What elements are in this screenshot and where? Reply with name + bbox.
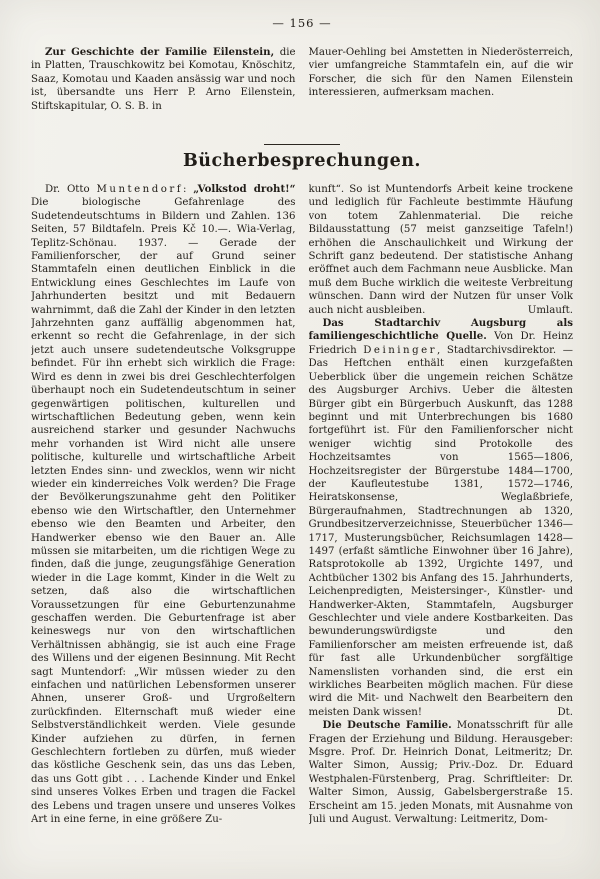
review-stadtarchiv-augsburg xyxy=(309,317,574,719)
intro-column-left xyxy=(31,46,296,132)
text-segment: , Stadtarchivsdirektor. — Das Heftchen enthält einen kurzgefaßten Ueberblick über die ungemein reichen Schätze des Augsburger Archivs. Ueber die ältesten Bürger gibt ein Bürgerbuch Auskunft, das 1288 beginnt und mit Unterbrechungen bis 1680 fortgeführt ist. Für den Familienforscher nicht weniger wichtig sind Protokolle des Hochzeitsamtes von 1565—1806, Hochzeitsregister der Bürgerstube 1484—1700, der Kaufleutestube 1381, 1572—1746, Heiratskonsense, Weglaßbriefe, Bürgeraufnahmen, Stadtrechnungen ab 1320, Grundbesitzerverzeichnisse, Steuerbücher 1346—1717, Musterungsbücher, Reichsumlagen 1428—1497 (erfaßt sämtliche Einwohner über 16 Jahre), Ratsprotokolle ab 1392, Urgichte 1497, und Achtbücher 1302 bis Anfang des 15. Jahrhunderts, Leichenpredigten, Meistersinger-, Künstler- und Handwerker-Akten, Stammtafeln, Augsburger Geschlechter und viele andere Kostbarkeiten. Das bewunderungswürdigste und den Familienforscher am meisten erfreuende ist, daß für fast alle Urkundenbücher sorgfältige Namenslisten vorhanden sind, die erst ein wirkliches Bearbeiten möglich machen. Für diese wird die Mit- und Nachwelt den Bearbeitern den meisten Dank wissen! xyxy=(308,344,573,718)
text-segment: Muntendorf xyxy=(96,184,183,195)
text-segment: Deininger xyxy=(363,344,438,356)
intro-paragraph-left xyxy=(31,46,296,113)
text-segment: Die biologische Gefahrenlage des Sudetendeutschtums in Bildern und Zahlen. 136 Seiten, 57 Bildtafeln. Preis Kč 10.—. Wia-Verlag, Teplitz-Schönau. 1937. — Gerade der Familienforscher, der auf Grund seiner Stammtafeln einen deutlichen Einblick in die Entwicklung eines Geschlechtes im Laufe von Jahrhunderten besitzt und mit Bedauern wahrnimmt, daß die Zahl der Kinder in den letzten Jahrzehnten ganz auffällig abgenommen hat, erkennt so recht die Gefahrenlage, in der sich jetzt auch unsere sudetendeutsche Volksgruppe befindet. Für ihn erhebt sich wirklich die Frage: Wird es denn in zwei bis drei Geschlechterfolgen überhaupt noch ein Sudetendeutschtum in seiner gegenwärtigen politischen, kulturellen und wirtschaftlichen Bedeutung geben, wenn kein ausreichend starker und gesunder Nachwuchs mehr vorhanden ist Wird nicht alle unsere politische, kulturelle und wirtschaftliche Arbeit letzten Endes sinn- und zwecklos, wenn wir nicht wieder ein kinderreiches Volk werden? Die Frage der Bevölkerungszunahme geht den Politiker ebenso wie den Wirtschaftler, den Unternehmer ebenso wie den Beamten und Arbeiter, den Handwerker ebenso wie den Bauer an. Alle müssen sie mitarbeiten, um die richtigen Wege zu finden, daß die junge, zeugungsfähige Generation wieder in die Lage kommt, Kinder in die Welt zu setzen, daß also die wirtschaftlichen Voraussetzungen für eine Geburtenzunahme geschaffen werden. Die Geburtenfrage ist aber keineswegs nur von den wirtschaftlichen Verhältnissen abhängig, sie ist auch eine Frage des Willens und der eigenen Besinnung. Mit Recht sagt Muntendorf: „Wir müssen wieder zu den einfachen und natürlichen Lebensformen unserer Ahnen, unserer Groß- und Urgroßeltern zurückfinden. Elternschaft muß wieder eine Selbstverständlichkeit werden. Viele gesunde Kinder aufziehen zu dürfen, in fernen Geschlechtern fortleben zu dürfen, muß wieder das köstliche Geschenk sein, das uns das Leben, das uns Gott gibt . . . Lachende Kinder und Enkel sind unseres Volkes Erben und tragen die Fackel des Lebens und tragen unsere und unseres Volkes Art in eine ferne, in eine größere Zu- xyxy=(31,197,296,826)
review-muntendorf xyxy=(31,183,296,827)
body-column-left xyxy=(31,183,296,867)
text-segment: Die Deutsche Familie. xyxy=(322,719,452,732)
text-segment: Dr. Otto xyxy=(45,184,97,195)
text-segment: „Volkstod droht!“ xyxy=(193,183,296,195)
intro-section xyxy=(31,46,573,132)
text-segment: Monatsschrift für alle Fragen der Erziehung und Bildung. Herausgeber: Msgre. Prof. Dr. Heinrich Donat, Leitmeritz; Dr. Walter Simon, Aussig; Priv.-Doz. Dr. Eduard Westphalen-Fürstenberg, Prag. Schriftleiter: Dr. Walter Simon, Aussig, Gabelsbergerstraße 15. Erscheint am 15. jeden Monats, mit Ausnahme von Juli und August. Verwaltung: Leitmeritz, Dom- xyxy=(308,720,573,826)
body-section xyxy=(31,183,573,867)
text-segment: Mauer-Oehling bei Amstetten in Niederösterreich, vier umfangreiche Stammtafeln ein, auf die wir Forscher, die sich für den Namen Eilenstein interessieren, aufmerksam machen. xyxy=(308,47,573,99)
text-segment: Das Stadtarchiv Augsburg als familiengeschichtliche Quelle. xyxy=(308,317,573,343)
section-title: Bücherbesprechungen. xyxy=(182,151,422,171)
text-segment: : xyxy=(183,184,194,195)
text-segment: Zur Geschichte der Familie Eilenstein, xyxy=(45,46,275,58)
review-deutsche-familie xyxy=(309,719,574,826)
intro-paragraph-right xyxy=(309,46,574,100)
text-segment: Von Dr. Heinz Friedrich xyxy=(308,331,573,356)
body-column-right xyxy=(309,183,574,867)
review-muntendorf-continuation xyxy=(309,183,574,317)
page-number: — 156 — xyxy=(272,16,332,30)
text-segment: die in Platten, Trauschkowitz bei Komotau, Knöschitz, Saaz, Komotau und Kaaden ansässig war und noch ist, übersandte uns Herr P. Arno Eilenstein, Stiftskapitular, O. S. B. in xyxy=(31,47,296,112)
reviewer-signature: Umlauft. xyxy=(527,304,573,316)
text-segment: kunft“. So ist Muntendorfs Arbeit keine trockene und lediglich für Fachleute bestimmte Häufung von totem Zahlenmaterial. Die reiche Bildausstattung (57 meist ganzseitige Tafeln!) erhöhen die Anschaulichkeit und Wirkung der Schrift ganz bedeutend. Der statistische Anhang eröffnet auch dem Fachmann neue Ausblicke. Man muß dem Buche wirklich die weiteste Verbreitung wünschen. Dann wird der Nutzen für unser Volk auch nicht ausbleiben. xyxy=(308,184,573,316)
section-divider-rule xyxy=(264,144,340,145)
reviewer-signature: Dt. xyxy=(557,706,573,718)
intro-column-right xyxy=(309,46,574,132)
